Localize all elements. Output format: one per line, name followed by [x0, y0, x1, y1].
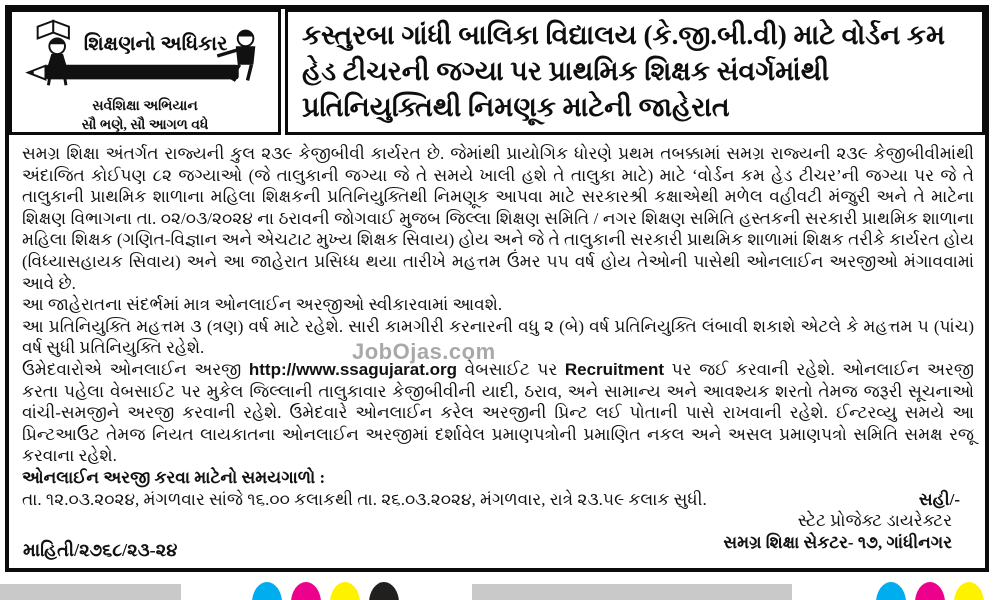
- apply-text-2: વેબસાઈટ પર: [457, 359, 565, 379]
- reference-number: માહિતી/૨૭૬૮/૨૩-૨૪: [23, 540, 178, 560]
- print-dot-yellow-2: [954, 582, 984, 600]
- print-dot-black: [369, 582, 399, 600]
- recruitment-keyword: Recruitment: [564, 359, 665, 379]
- logo-subtitle-slogan: સૌ ભણે, સૌ આગળ વધે: [81, 117, 209, 133]
- signatory-office: સમગ્ર શિક્ષા સેકટર- ૧૭, ગાંધીનગર: [723, 532, 952, 552]
- print-dot-magenta: [291, 582, 321, 600]
- signature-mark: સહી/-: [918, 489, 960, 509]
- print-dot-cyan: [252, 582, 282, 600]
- signatory-designation: સ્ટેટ પ્રોજેક્ટ ડાયરેક્ટર: [797, 511, 952, 531]
- paragraph-overview: સમગ્ર શિક્ષા અંતર્ગત રાજ્યની કુલ ૨૩૯ કેજીબીવી કાર્યરત છે. જેમાંથી પ્રાયોગિક ધોરણે પ્રથમ તબક્કામાં સમગ્ર રાજ્યની ૨૩૯ કેજીબીવીમાંથી અંદાજિત કોઈપણ ૮૨ જગ્યાઓ (જે તાલુકાની જગ્યા જે તે સમયે ખાલી હશે તે તાલુકા માટે) માટે ‘વોર્ડન કમ હેડ ટીચર’ની જગ્યા પર જે તે તાલુકાની પ્રાથમિક શાળાના મહિલા શિક્ષકની પ્રતિનિયુક્તિથી નિમણૂક આપવા માટે સરકારશ્રી કક્ષાએથી મળેલ વહીવટી મંજુરી અને તે માટેના શિક્ષણ વિભાગના તા. ૦૨/૦૩/૨૦૨૪ ના ઠરાવની જોગવાઈ મુજબ જિલ્લા શિક્ષણ સમિતિ / નગર શિક્ષણ સમિતિ હસ્તકની સરકારી પ્રાથમિક શાળાના મહિલા શિક્ષક (ગણિત-વિજ્ઞાન અને એચટાટ મુખ્ય શિક્ષક સિવાય) હોય અને જે તે તાલુકાની સરકારી પ્રાથમિક શાળામાં શિક્ષક તરીકે કાર્યરત હોય (વિધ્યાસહાયક સિવાય) અને આ જાહેરાત પ્રસિધ્ધ થયા તારીખે મહત્તમ ઉંમર ૫૫ વર્ષ હોય તેઓની પાસેથી ઓનલાઈન અરજીઓ મંગાવવામાં આવે છે.: [22, 144, 974, 293]
- print-dot-magenta-2: [915, 582, 945, 600]
- logo-subtitle-campaign: સર્વશિક્ષા અભિયાન: [92, 99, 198, 114]
- advertisement-title-box: [285, 9, 985, 135]
- schedule-heading: ઓનલાઈન અરજી કરવા માટેનો સમયગાળો :: [22, 467, 326, 487]
- application-period: તા. ૧૨.૦૩.૨૦૨૪, મંગળવાર સાંજે ૧૬.૦૦ કલાકથી તા. ૨૬.૦૩.૨૦૨૪, મંગળવાર, રાત્રે ૨૩.૫૯ કલાક સુધી.: [22, 489, 707, 509]
- logo-title: શિક્ષણનો અધિકાર: [83, 33, 228, 55]
- advertisement-document: [5, 5, 989, 572]
- watermark: JobOjas.com: [352, 339, 496, 364]
- print-dot-cyan-2: [876, 582, 906, 600]
- pencil-icon: [24, 16, 268, 96]
- pencil-children-illustration: [12, 16, 278, 98]
- print-dot-yellow: [330, 582, 360, 600]
- ssa-logo-box: [9, 9, 281, 135]
- print-gray-bar-right: [472, 584, 792, 600]
- apply-text-1: ઉમેદવારોએ ઓનલાઈન અરજી: [22, 359, 249, 379]
- advertisement-title: કસ્તુરબા ગાંધી બાલિકા વિદ્યાલય (કે.જી.બી.વી) માટે વોર્ડન કમ હેડ ટીચરની જગ્યા પર પ્રાથમિક શિક્ષક સંવર્ગમાંથી પ્રતિનિયુક્તિથી નિમણૂક માટેની જાહેરાત: [302, 20, 946, 122]
- schedule-row: [22, 489, 974, 511]
- paragraph-how-to-apply: [22, 359, 974, 467]
- website-url: http://www.ssagujarat.org: [248, 359, 457, 379]
- print-gray-bar-left: [0, 584, 181, 600]
- paragraph-online-only: આ જાહેરાતના સંદર્ભમાં માત્ર ઓનલાઈન અરજીઓ સ્વીકારવામાં આવશે.: [22, 295, 503, 315]
- apply-text-3: પર જઈ કરવાની રહેશે. ઓનલાઈન અરજી કરતા પહેલા વેબસાઈટ પર મુકેલ જિલ્લાની તાલુકાવાર કેજીબીવીની યાદી, ઠરાવ, અને સામાન્ય અને આવશ્યક શરતો તેમજ જરૂરી સૂચનાઓ વાંચી-સમજીને અરજી કરવાની રહેશે. ઉમેદવારે ઓનલાઈન કરેલ અરજીની પ્રિન્ટ લઈ પોતાની પાસે રાખવાની રહેશે. ઈન્ટરવ્યુ સમયે આ પ્રિન્ટઆઉટ તેમજ નિયત લાયકાતના ઓનલાઈન અરજીમાં દર્શાવેલ પ્રમાણપત્રોની પ્રમાણિત નકલ અને અસલ પ્રમાણપત્રો સમિતિ સમક્ષ રજૂ કરવાના રહેશે.: [22, 359, 974, 466]
- paragraph-deputation-period: આ પ્રતિનિયુક્તિ મહત્તમ ૩ (ત્રણ) વર્ષ માટે રહેશે. સારી કામગીરી કરનારની વધુ ૨ (બે) વર્ષ પ્રતિનિયુક્તિ લંબાવી શકાશે એટલે કે મહત્તમ ૫ (પાંચ) વર્ષ સુધી પ્રતિનિયુક્તિ રહેશે.: [22, 316, 974, 358]
- advertisement-body: [9, 135, 985, 553]
- document-header: [9, 9, 985, 135]
